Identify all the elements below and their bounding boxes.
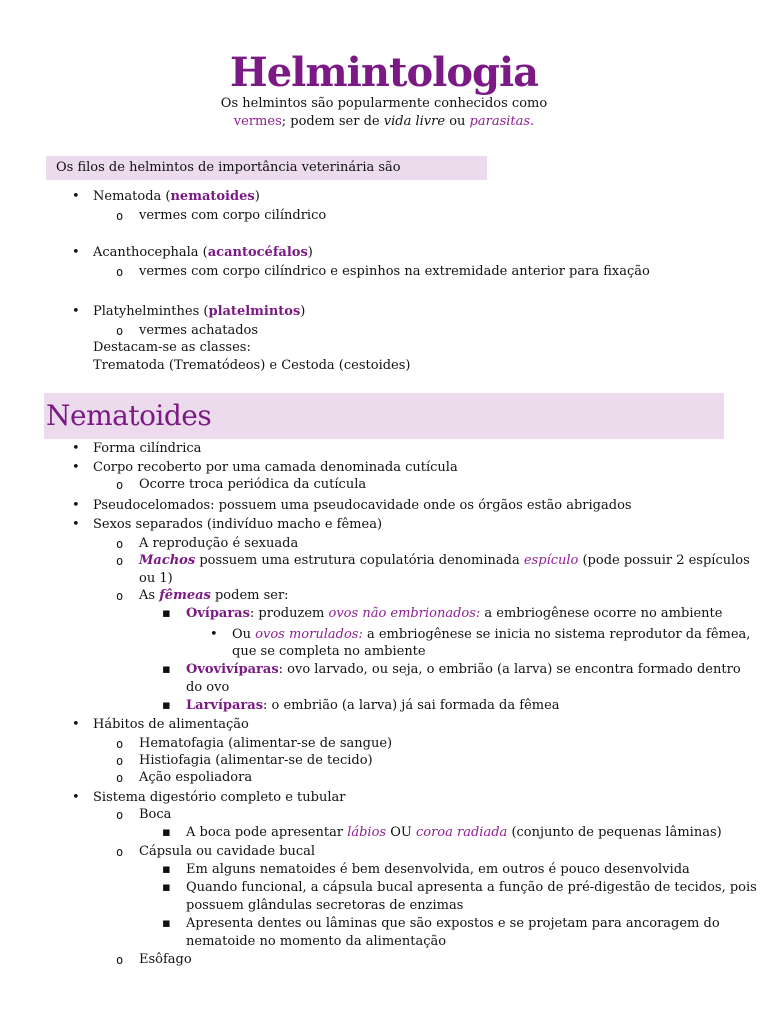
- list-subitem: o Boca: [139, 806, 171, 824]
- list-subsubitem: ▪ Apresenta dentes ou lâminas que são expostos e se projetam para ancoragem do: [186, 915, 720, 933]
- text: (pode possuir 2 espículos: [582, 553, 750, 568]
- list-item-nematoda: [93, 188, 260, 206]
- intro-line-2: [0, 113, 768, 131]
- list-item: • Sexos separados (indivíduo macho e fêmea): [93, 516, 382, 534]
- intro-text: ; podem ser de: [281, 114, 380, 129]
- list-subitem: o Ocorre troca periódica da cutícula: [139, 476, 366, 494]
- list-item: • Forma cilíndrica: [93, 440, 201, 458]
- term-espiculo: espículo: [523, 553, 579, 568]
- intro-line-1: Os helmintos são popularmente conhecidos como: [220, 96, 548, 111]
- list-item: • Hábitos de alimentação: [93, 716, 249, 734]
- text: : o embrião (a larva) já sai formada da fêmea: [263, 698, 560, 713]
- term-labios: lábios: [347, 825, 387, 840]
- list-subitem: o Esôfago: [139, 951, 192, 969]
- list-item-acanthocephala: [93, 244, 313, 262]
- list-item-morulados: [232, 626, 750, 644]
- list-item: • Pseudocelomados: possuem uma pseudocavidade onde os órgãos estão abrigados: [93, 497, 632, 515]
- list-subitem: o Histiofagia (alimentar-se de tecido): [139, 752, 373, 770]
- text: As: [139, 588, 156, 603]
- list-subsubitem-oviparas: [186, 605, 722, 623]
- filo-close: ): [254, 189, 260, 204]
- continuation-text: nematoide no momento da alimentação: [186, 934, 447, 949]
- list-item: • Sistema digestório completo e tubular: [93, 789, 345, 807]
- filo-name: Acanthocephala (: [93, 245, 208, 260]
- intro-ou: ou: [449, 114, 466, 129]
- text: : ovo larvado, ou seja, o embrião (a larva) se encontra formado dentro: [278, 662, 741, 677]
- list-subitem: o A reprodução é sexuada: [139, 535, 298, 553]
- text: : produzem: [249, 606, 325, 621]
- continuation-text: ou 1): [139, 571, 173, 586]
- list-subitem: o vermes achatados: [139, 322, 258, 340]
- term-ovos-morulados: ovos morulados:: [255, 627, 363, 642]
- section-heading-nematoides: Nematoides: [44, 393, 724, 439]
- list-subitem-machos: [139, 552, 750, 570]
- term-coroa-radiada: coroa radiada: [415, 825, 508, 840]
- intro-paragraph: [0, 95, 768, 131]
- term-machos: Machos: [139, 553, 196, 568]
- term-parasitas: parasitas.: [469, 114, 535, 129]
- classes-intro: Destacam-se as classes:: [93, 340, 251, 355]
- filo-name: Nematoda (: [93, 189, 171, 204]
- list-subitem: o vermes com corpo cilíndrico: [139, 207, 326, 225]
- list-subitem: o Hematofagia (alimentar-se de sangue): [139, 735, 392, 753]
- classes-text: Trematoda (Trematódeos) e Cestoda (cestoides): [93, 358, 411, 373]
- text: a embriogênese se inicia no sistema reprodutor da fêmea,: [366, 627, 751, 642]
- list-item: • Corpo recoberto por uma camada denominada cutícula: [93, 459, 458, 477]
- list-subitem-femeas: [139, 587, 289, 605]
- list-subsubitem-boca: [186, 824, 722, 842]
- filos-header: Os filos de helmintos de importância veterinária são: [46, 156, 487, 180]
- text: podem ser:: [214, 588, 289, 603]
- filo-highlight: nematoides: [170, 189, 255, 204]
- filo-close: ): [307, 245, 313, 260]
- continuation-text: possuem glândulas secretoras de enzimas: [186, 898, 464, 913]
- filo-name: Platyhelminthes (: [93, 304, 209, 319]
- list-subsubitem-larviparas: [186, 697, 560, 715]
- term-ovoviviparas: Ovovivíparas: [186, 662, 279, 677]
- term-ovos-nao-embrionados: ovos não embrionados:: [328, 606, 481, 621]
- term-oviparas: Ovíparas: [186, 606, 250, 621]
- continuation-text: que se completa no ambiente: [232, 644, 426, 659]
- filo-highlight: platelmintos: [208, 304, 301, 319]
- list-subitem: o Ação espoliadora: [139, 769, 252, 787]
- text: Ou: [232, 627, 252, 642]
- list-subitem: o vermes com corpo cilíndrico e espinhos na extremidade anterior para fixação: [139, 263, 650, 281]
- page-title: Helmintologia: [229, 49, 539, 96]
- list-subsubitem: ▪ Em alguns nematoides é bem desenvolvida, em outros é pouco desenvolvida: [186, 861, 690, 879]
- term-vida-livre: vida livre: [383, 114, 446, 129]
- text: A boca pode apresentar: [186, 825, 344, 840]
- text: a embriogênese ocorre no ambiente: [484, 606, 723, 621]
- text: OU: [390, 825, 412, 840]
- list-subitem: o Cápsula ou cavidade bucal: [139, 843, 315, 861]
- text: possuem uma estrutura copulatória denominada: [199, 553, 520, 568]
- list-subsubitem: ▪ Quando funcional, a cápsula bucal apresenta a função de pré-digestão de tecidos, pois: [186, 879, 757, 897]
- filo-close: ): [300, 304, 306, 319]
- term-vermes: vermes: [233, 114, 282, 129]
- text: (conjunto de pequenas lâminas): [511, 825, 722, 840]
- term-femeas: fêmeas: [159, 588, 211, 603]
- filo-highlight: acantocéfalos: [207, 245, 308, 260]
- term-larviparas: Larvíparas: [186, 698, 264, 713]
- list-item-platyhelminthes: [93, 303, 305, 321]
- list-subsubitem-ovoviviparas: [186, 661, 741, 679]
- continuation-text: do ovo: [186, 680, 230, 695]
